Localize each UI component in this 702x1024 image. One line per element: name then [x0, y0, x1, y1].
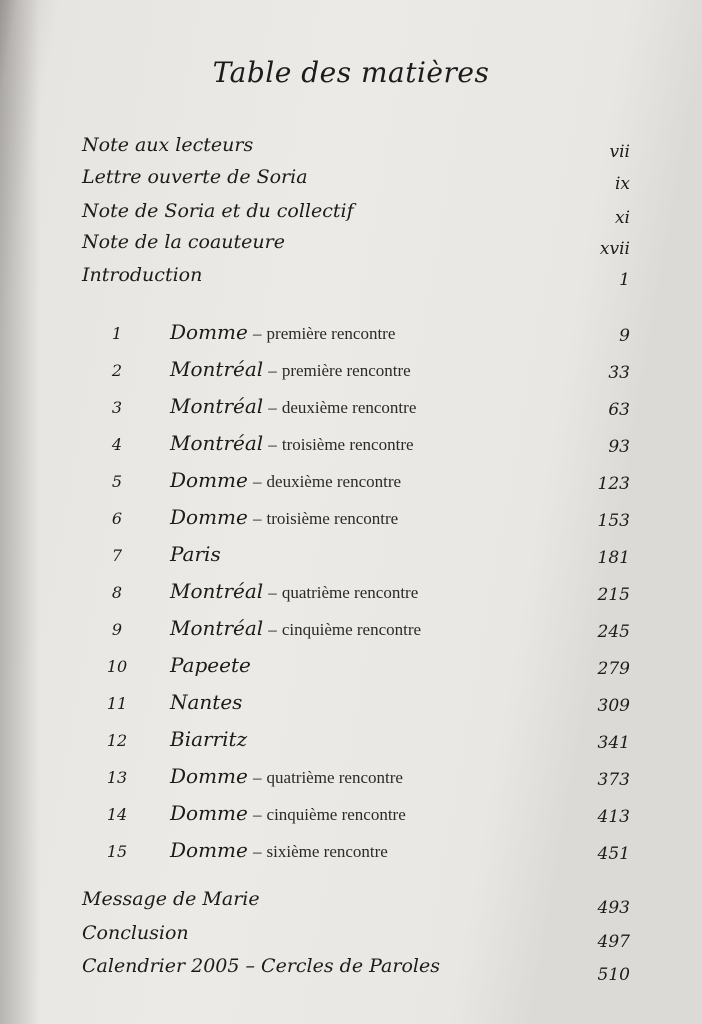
entry-page: xi: [614, 208, 630, 228]
entry-page: 181: [597, 548, 630, 568]
toc-chapter-6: [0, 505, 702, 535]
entry-page: 279: [597, 659, 630, 679]
entry-page: xvii: [599, 239, 630, 259]
chapter-number: 15: [106, 842, 128, 861]
entry-page: 309: [597, 696, 630, 716]
toc-chapter-10: [0, 653, 702, 683]
chapter-subtitle: première rencontre: [266, 324, 396, 343]
entry-page: 497: [597, 932, 630, 952]
chapter-title: [170, 542, 221, 566]
chapter-place: Montréal: [170, 616, 264, 640]
toc-entry-back-1: [0, 888, 702, 918]
entry-page: 341: [597, 733, 630, 753]
entry-page: 493: [597, 898, 630, 918]
chapter-subtitle: première rencontre: [281, 361, 411, 380]
toc-chapter-8: [0, 579, 702, 609]
toc-chapter-11: [0, 690, 702, 720]
chapter-title: [170, 357, 411, 381]
toc-entry-back-2: [0, 922, 702, 952]
chapter-number: 4: [111, 435, 123, 454]
entry-label: Conclusion: [82, 922, 189, 944]
chapter-number: 12: [106, 731, 128, 750]
chapter-subtitle: deuxième rencontre: [266, 472, 402, 491]
chapter-place: Biarritz: [170, 727, 248, 751]
chapter-place: Montréal: [170, 357, 264, 381]
chapter-place: Montréal: [170, 394, 264, 418]
chapter-dash: –: [252, 842, 262, 861]
chapter-place: Nantes: [170, 690, 243, 714]
entry-page: 373: [597, 770, 630, 790]
toc-chapter-12: [0, 727, 702, 757]
chapter-place: Paris: [170, 542, 221, 566]
chapter-dash: –: [252, 509, 262, 528]
entry-page: 9: [619, 326, 630, 346]
entry-page: 510: [597, 965, 630, 985]
chapter-subtitle: troisième rencontre: [281, 435, 414, 454]
toc-entry-front-3: [0, 200, 702, 230]
entry-page: 245: [597, 622, 630, 642]
chapter-place: Domme: [170, 320, 248, 344]
entry-page: 1: [619, 270, 630, 290]
toc-chapter-2: [0, 357, 702, 387]
chapter-subtitle: cinquième rencontre: [266, 805, 406, 824]
chapter-dash: –: [268, 435, 277, 454]
entry-page: 123: [597, 474, 630, 494]
chapter-title: [170, 764, 403, 788]
chapter-title: [170, 690, 242, 714]
entry-page: 215: [597, 585, 630, 605]
chapter-dash: –: [252, 805, 262, 824]
toc-chapter-5: [0, 468, 702, 498]
chapter-title: [170, 801, 406, 825]
toc-chapter-3: [0, 394, 702, 424]
toc-chapter-14: [0, 801, 702, 831]
entry-page: 63: [608, 400, 630, 420]
toc-entry-front-4: [0, 231, 702, 261]
chapter-dash: –: [268, 361, 277, 380]
chapter-title: [170, 616, 421, 640]
chapter-place: Domme: [170, 505, 248, 529]
entry-page: ix: [614, 174, 630, 194]
chapter-title: [170, 505, 398, 529]
entry-page: vii: [609, 142, 630, 162]
chapter-number: 2: [111, 361, 123, 380]
chapter-number: 9: [111, 620, 123, 639]
chapter-title: [170, 431, 414, 455]
chapter-number: 10: [106, 657, 128, 676]
entry-label: Message de Marie: [82, 888, 260, 910]
chapter-number: 11: [106, 694, 128, 713]
entry-page: 451: [597, 844, 630, 864]
chapter-title: [170, 468, 401, 492]
entry-label: Note de la coauteure: [82, 231, 285, 253]
entry-label: Introduction: [82, 264, 203, 286]
entry-label: Calendrier 2005 – Cercles de Paroles: [82, 955, 440, 977]
chapter-dash: –: [268, 620, 277, 639]
toc-chapter-9: [0, 616, 702, 646]
chapter-place: Domme: [170, 838, 248, 862]
chapter-subtitle: troisième rencontre: [266, 509, 399, 528]
entry-page: 153: [597, 511, 630, 531]
chapter-place: Papeete: [170, 653, 251, 677]
toc-entry-front-1: [0, 134, 702, 164]
chapter-subtitle: sixième rencontre: [266, 842, 388, 861]
chapter-dash: –: [268, 398, 277, 417]
chapter-dash: –: [252, 768, 262, 787]
toc-chapter-7: [0, 542, 702, 572]
toc-chapter-1: [0, 320, 702, 350]
chapter-dash: –: [268, 583, 277, 602]
toc-title: Table des matières: [212, 56, 490, 89]
chapter-title: [170, 838, 388, 862]
entry-page: 413: [597, 807, 630, 827]
chapter-subtitle: deuxième rencontre: [281, 398, 417, 417]
entry-label: Note aux lecteurs: [82, 134, 254, 156]
entry-page: 93: [608, 437, 630, 457]
entry-label: Lettre ouverte de Soria: [82, 166, 308, 188]
chapter-number: 7: [111, 546, 123, 565]
toc-entry-back-3: [0, 955, 702, 985]
chapter-subtitle: quatrième rencontre: [281, 583, 419, 602]
chapter-title: [170, 579, 418, 603]
chapter-place: Domme: [170, 801, 248, 825]
chapter-subtitle: cinquième rencontre: [281, 620, 422, 639]
chapter-place: Domme: [170, 468, 248, 492]
chapter-number: 6: [111, 509, 123, 528]
chapter-title: [170, 320, 395, 344]
chapter-dash: –: [252, 472, 262, 491]
toc-entry-front-5: [0, 264, 702, 294]
entry-label: Note de Soria et du collectif: [82, 200, 354, 222]
chapter-title: [170, 653, 251, 677]
entry-page: 33: [608, 363, 630, 383]
chapter-dash: –: [252, 324, 262, 343]
chapter-title: [170, 394, 416, 418]
toc-chapter-13: [0, 764, 702, 794]
chapter-place: Montréal: [170, 431, 264, 455]
chapter-title: [170, 727, 247, 751]
toc-entry-front-2: [0, 166, 702, 196]
toc-chapter-15: [0, 838, 702, 868]
chapter-number: 1: [111, 324, 123, 343]
chapter-number: 3: [111, 398, 123, 417]
chapter-number: 13: [106, 768, 128, 787]
chapter-subtitle: quatrième rencontre: [266, 768, 403, 787]
toc-chapter-4: [0, 431, 702, 461]
chapter-place: Domme: [170, 764, 248, 788]
chapter-number: 14: [106, 805, 128, 824]
chapter-number: 8: [111, 583, 123, 602]
chapter-place: Montréal: [170, 579, 264, 603]
chapter-number: 5: [111, 472, 123, 491]
